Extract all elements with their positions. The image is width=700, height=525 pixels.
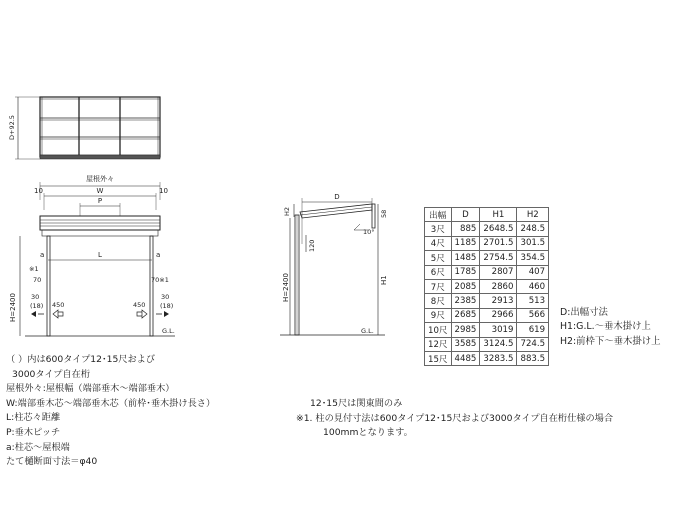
side-58-label: 58: [380, 209, 388, 218]
table-cell: 301.5: [517, 236, 549, 250]
header-cell: 出幅: [425, 208, 452, 222]
table-cell: 2085: [451, 279, 480, 293]
note-line: （ ）内は600タイプ12･15尺および: [6, 354, 156, 365]
side-height-label: H=2400: [282, 273, 290, 302]
table-cell: 4尺: [425, 236, 452, 250]
note-left-label: ※1: [29, 265, 39, 273]
table-cell: 10尺: [425, 323, 452, 337]
dim-18-right: (18): [160, 302, 174, 310]
table-cell: 6尺: [425, 265, 452, 279]
header-cell: H1: [480, 208, 517, 222]
note-line: a:柱芯～屋根端: [6, 441, 70, 453]
table-cell: 15尺: [425, 351, 452, 365]
note-line: たて樋断面寸法＝φ40: [6, 456, 98, 468]
table-row: [425, 265, 549, 279]
table-row: [425, 251, 549, 265]
a-left-label: a: [40, 251, 45, 259]
header-cell: H2: [517, 208, 549, 222]
drain-arrow-right-icon: [164, 311, 169, 317]
plan-view: [15, 97, 160, 159]
legend-item: D:出幅寸法: [560, 307, 608, 318]
table-row: [425, 236, 549, 250]
front-view: [20, 182, 175, 336]
table-cell: 2985: [451, 323, 480, 337]
w-label: W: [96, 187, 104, 195]
l-label: L: [98, 251, 102, 259]
plan-depth-label: D+92.5: [8, 115, 16, 140]
note-line: 3000タイプ自在桁: [12, 368, 91, 380]
legend-item: H1:G.L.～垂木掛け上: [560, 321, 651, 333]
table-cell: 2648.5: [480, 222, 517, 236]
note-line: P:垂木ピッチ: [6, 426, 61, 438]
table-cell: 1185: [451, 236, 480, 250]
p-label: P: [97, 197, 103, 205]
spec-table-header: [425, 208, 549, 222]
header-cell: D: [451, 208, 480, 222]
table-cell: 2685: [451, 308, 480, 322]
note-line: 12･15尺は関東間のみ: [310, 398, 403, 409]
note-line: L:柱芯々距離: [6, 412, 61, 424]
table-row: [425, 279, 549, 293]
table-cell: 8尺: [425, 294, 452, 308]
table-cell: 2913: [480, 294, 517, 308]
direction-arrow-left-icon: [53, 310, 63, 318]
side-h1-label: H1: [380, 275, 388, 285]
table-cell: 248.5: [517, 222, 549, 236]
side-h2-label: H2: [283, 206, 291, 216]
legend-item: H2:前枠下～垂木掛け上: [560, 335, 661, 347]
note-line: ※1. 柱の見付寸法は600タイプ12･15尺および3000タイプ自在桁仕様の場合: [296, 412, 614, 424]
table-cell: 724.5: [517, 337, 549, 351]
table-cell: 407: [517, 265, 549, 279]
table-cell: 3283.5: [480, 351, 517, 365]
table-cell: 12尺: [425, 337, 452, 351]
dim-18-left: (18): [30, 302, 44, 310]
a-right-label: a: [156, 251, 161, 259]
table-cell: 2385: [451, 294, 480, 308]
note-line: 100mmとなります。: [323, 427, 413, 439]
table-cell: 619: [517, 323, 549, 337]
table-row: [425, 323, 549, 337]
notes-left: [6, 353, 215, 470]
table-cell: 9尺: [425, 308, 452, 322]
plan-roof-outline: [40, 97, 160, 157]
side-120-label: 120: [308, 239, 316, 252]
table-legend: [560, 306, 661, 349]
table-cell: 3585: [451, 337, 480, 351]
direction-arrow-right-icon: [137, 310, 147, 318]
table-cell: 885: [451, 222, 480, 236]
table-row: [425, 222, 549, 236]
table-row: [425, 351, 549, 365]
outer-width-label: 屋根外々: [86, 175, 114, 183]
front-height-label: H=2400: [9, 293, 17, 322]
table-cell: 1485: [451, 251, 480, 265]
table-row: [425, 294, 549, 308]
dim-450-right: 450: [133, 301, 146, 309]
table-cell: 460: [517, 279, 549, 293]
table-cell: 354.5: [517, 251, 549, 265]
table-cell: 2807: [480, 265, 517, 279]
table-cell: 2754.5: [480, 251, 517, 265]
table-cell: 3尺: [425, 222, 452, 236]
side-angle-label: 10°: [363, 228, 375, 236]
table-cell: 513: [517, 294, 549, 308]
drain-arrow-left-icon: [31, 311, 36, 317]
table-cell: 566: [517, 308, 549, 322]
notes-right: [296, 397, 613, 441]
table-cell: 2701.5: [480, 236, 517, 250]
table-cell: 2966: [480, 308, 517, 322]
front-gl-label: G.L.: [162, 327, 175, 335]
table-cell: 883.5: [517, 351, 549, 365]
table-cell: 2860: [480, 279, 517, 293]
dim-30-right: 30: [161, 293, 170, 301]
table-cell: 3124.5: [480, 337, 517, 351]
side-gl-label: G.L.: [361, 327, 374, 335]
table-row: [425, 337, 549, 351]
table-cell: 4485: [451, 351, 480, 365]
dim-450-left: 450: [52, 301, 65, 309]
left-offset-label: 10: [34, 187, 43, 195]
dim-30-left: 30: [31, 293, 40, 301]
side-view: [280, 198, 385, 335]
table-cell: 3019: [480, 323, 517, 337]
note-right-label: 70※1: [151, 276, 169, 284]
note-line: 屋根外々:屋根幅（端部垂木～端部垂木）: [6, 383, 175, 395]
table-cell: 1785: [451, 265, 480, 279]
table-cell: 7尺: [425, 279, 452, 293]
dim-70-left: 70: [33, 276, 42, 284]
spec-table: [424, 207, 549, 366]
note-line: W:端部垂木芯～端部垂木芯（前枠･垂木掛け長さ）: [6, 397, 216, 409]
right-offset-label: 10: [159, 187, 168, 195]
table-cell: 5尺: [425, 251, 452, 265]
side-d-label: D: [334, 193, 340, 201]
table-row: [425, 308, 549, 322]
